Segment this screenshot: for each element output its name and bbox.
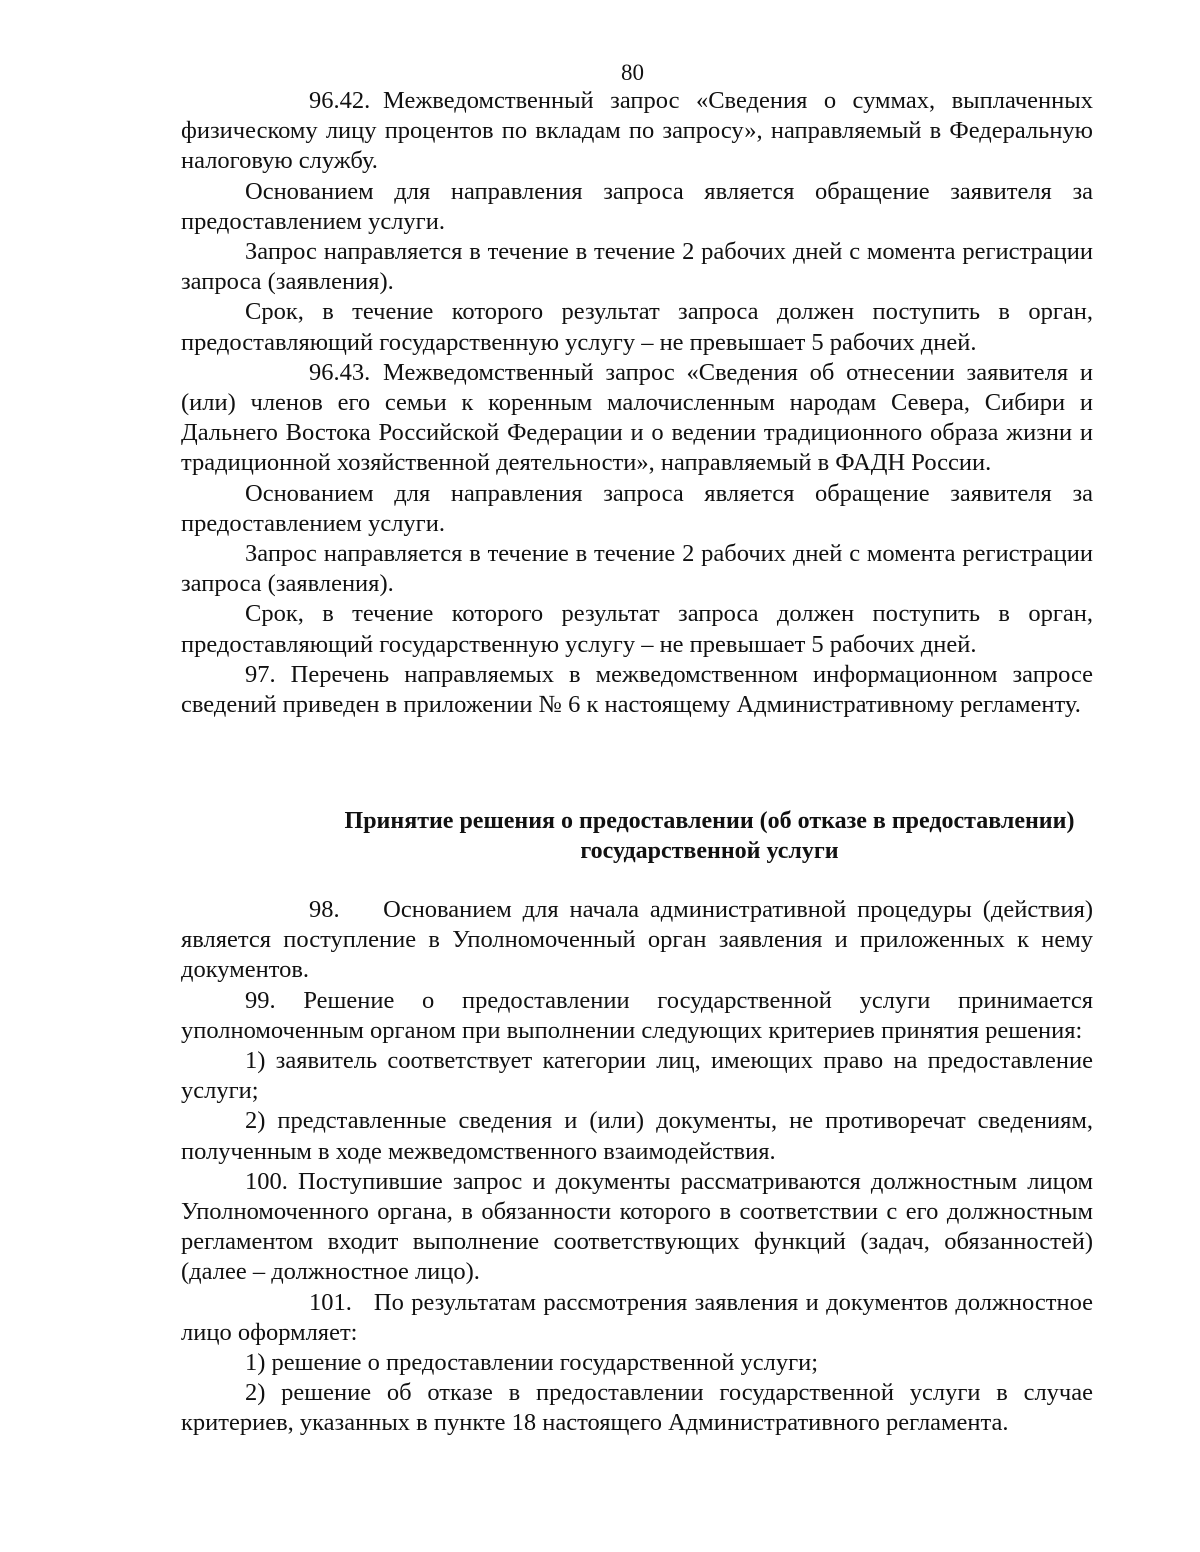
paragraph-96-43 — [181, 358, 1093, 479]
list-item: 2) решение об отказе в предоставлении государственной услуги в случае критериев, указанных в пункте 18 настоящего Административного регламента. — [181, 1379, 1093, 1437]
paragraph: Срок, в течение которого результат запроса должен поступить в орган, предоставляющий государственную услугу – не превышает 5 рабочих дней. — [181, 298, 1093, 356]
paragraph-number: 98. — [309, 896, 340, 923]
paragraph-number: 101. — [309, 1288, 352, 1316]
paragraph-text: Межведомственный запрос «Сведения о суммах, выплаченных физическому лицу процентов по вкладам по запросу», направляемый в Федеральную налоговую службу. — [181, 87, 1093, 175]
section-decision — [181, 895, 1093, 1439]
paragraph-97: 97. Перечень направляемых в межведомственном информационном запросе сведений приведен в приложении № 6 к настоящему Административному регламенту. — [181, 660, 1093, 719]
paragraph-96-42 — [181, 86, 1093, 177]
paragraph-number: 96.42. — [309, 87, 371, 114]
paragraph: Запрос направляется в течение в течение 2 рабочих дней с момента регистрации запроса (заявления). — [181, 238, 1093, 296]
list-item: 2) представленные сведения и (или) документы, не противоречат сведениям, полученным в ходе межведомственного взаимодействия. — [181, 1107, 1093, 1165]
list-item: 1) решение о предоставлении государственной услуги; — [245, 1349, 819, 1377]
list-item: 1) заявитель соответствует категории лиц, имеющих право на предоставление услуги; — [181, 1047, 1093, 1105]
paragraph: Основанием для направления запроса является обращение заявителя за предоставлением услуги. — [181, 479, 1093, 537]
paragraph-number: 96.43. — [309, 358, 371, 386]
paragraph-text: Межведомственный запрос «Сведения об отнесении заявителя и (или) членов его семьи к коренным малочисленным народам Севера, Сибири и Дальнего Востока Российской Федерации и о ведении традиционного образа жизни и традиционной хозяйственной деятельности», направляемый в ФАДН России. — [181, 358, 1093, 477]
paragraph: Срок, в течение которого результат запроса должен поступить в орган, предоставляющий государственную услугу – не превышает 5 рабочих дней. — [181, 600, 1093, 658]
paragraph-101 — [181, 1288, 1093, 1348]
paragraph-99: 99. Решение о предоставлении государственной услуги принимается уполномоченным органом при выполнении следующих критериев принятия решения: — [181, 986, 1093, 1044]
section-interagency-requests — [181, 86, 1093, 720]
paragraph-text: По результатам рассмотрения заявления и документов должностное лицо оформляет: — [181, 1288, 1093, 1346]
heading-line-2: государственной услуги — [580, 838, 839, 864]
section-heading — [181, 806, 1200, 866]
paragraph: Запрос направляется в течение в течение 2 рабочих дней с момента регистрации запроса (заявления). — [181, 540, 1093, 598]
heading-line-1: Принятие решения о предоставлении (об отказе в предоставлении) — [344, 808, 1075, 834]
page-number: 80 — [621, 60, 644, 85]
paragraph-100: 100. Поступившие запрос и документы рассматриваются должностным лицом Уполномоченного органа, в обязанности которого в соответствии с его должностным регламентом входит выполнение соответствующих функций (задач, обязанностей) (далее – должностное лицо). — [181, 1167, 1093, 1286]
paragraph-text: Основанием для начала административной процедуры (действия) является поступление в Уполномоченный орган заявления и приложенных к нему документов. — [181, 896, 1094, 984]
paragraph-98 — [181, 895, 1093, 986]
paragraph: Основанием для направления запроса является обращение заявителя за предоставлением услуги. — [181, 177, 1093, 235]
